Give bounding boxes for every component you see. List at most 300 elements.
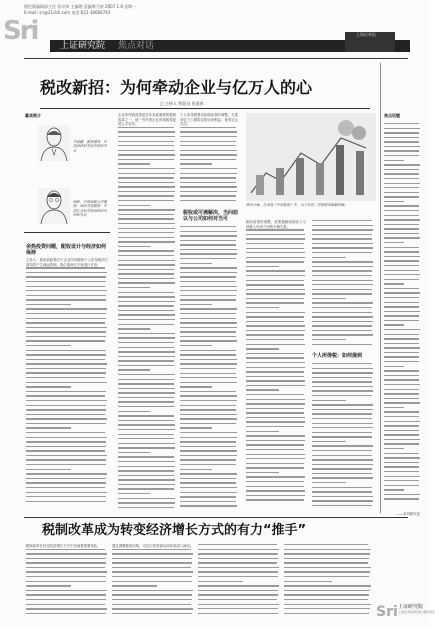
text-line [180, 414, 237, 415]
text-line [246, 334, 304, 335]
text-line [118, 379, 174, 380]
text-line [118, 223, 175, 224]
text-line [312, 482, 346, 483]
text-line [284, 585, 371, 586]
text-line [384, 306, 419, 307]
text-line [118, 406, 175, 407]
text-line [312, 487, 372, 488]
body-text-lines [180, 226, 238, 513]
text-line [118, 282, 175, 283]
body-text: 企业所得税改革是近年来最重要的税制改革之一，统一内外资企业所得税将促进公平竞争。 [118, 113, 176, 127]
text-line [198, 594, 278, 595]
text-line [26, 549, 105, 550]
text-line [312, 270, 372, 271]
text-line [118, 264, 175, 265]
text-line [118, 484, 175, 485]
text-line [26, 608, 107, 609]
text-line [26, 386, 71, 387]
text-line [312, 500, 373, 501]
text-line [384, 210, 419, 211]
text-line [384, 205, 419, 206]
text-line [180, 141, 236, 142]
text-line [312, 316, 373, 317]
article-photo [246, 113, 376, 201]
text-line [312, 390, 373, 391]
text-line [26, 391, 106, 392]
text-line [312, 491, 372, 492]
text-line [26, 354, 106, 355]
body-text: 主持人：税收新政策对于企业所得税和个人所得税两方面均将产生深远影响，我们请两位专家进行讨论。 [26, 258, 108, 267]
text-line [180, 168, 237, 169]
text-line [26, 350, 106, 351]
text-line [180, 496, 236, 497]
text-line [180, 240, 236, 241]
text-line [118, 278, 175, 279]
text-line [312, 363, 372, 364]
text-line [246, 426, 304, 427]
text-line [26, 281, 106, 282]
text-line [384, 137, 419, 138]
text-line [180, 469, 212, 470]
text-line [384, 498, 419, 499]
text-line [112, 553, 193, 554]
text-line [312, 344, 372, 345]
text-line [284, 558, 369, 559]
text-line [312, 238, 372, 239]
text-line [384, 187, 419, 188]
text-line [312, 321, 373, 322]
text-line [384, 320, 419, 321]
text-line [180, 299, 236, 300]
text-line [312, 280, 373, 281]
text-line [112, 576, 192, 577]
text-line [198, 585, 279, 586]
text-line [246, 261, 304, 262]
text-line [118, 434, 174, 435]
text-line [26, 571, 107, 572]
text-line [118, 324, 174, 325]
text-line [312, 418, 372, 419]
text-line [384, 265, 419, 266]
text-line [26, 501, 106, 502]
text-line [312, 468, 372, 469]
text-line [246, 321, 304, 322]
article2-headline: 税制改革成为转变经济增长方式的有力“推手” [42, 523, 307, 538]
text-line [198, 567, 279, 568]
text-line [180, 368, 236, 369]
text-line [246, 431, 279, 432]
text-line [246, 440, 305, 441]
text-line [312, 450, 372, 451]
text-line [26, 313, 106, 314]
text-line [118, 319, 175, 320]
text-line [180, 492, 237, 493]
text-line [180, 409, 236, 410]
text-line [180, 286, 237, 287]
text-line [26, 382, 107, 383]
text-line [198, 604, 279, 605]
text-line [312, 477, 373, 478]
text-line [118, 186, 175, 187]
text-line [198, 544, 277, 545]
text-line [312, 423, 373, 424]
text-line [198, 576, 278, 577]
text-line [118, 301, 175, 302]
text-line [284, 571, 370, 572]
text-line [384, 270, 419, 271]
text-line [384, 393, 419, 394]
text-line [118, 351, 175, 352]
text-line [246, 380, 305, 381]
body-text-lines [312, 220, 374, 350]
text-line [284, 581, 332, 582]
text-line [118, 310, 174, 311]
text-line [26, 446, 106, 447]
text-line [180, 131, 237, 132]
text-line [312, 252, 372, 253]
text-line [312, 293, 372, 294]
text-line [312, 381, 372, 382]
text-line [180, 377, 237, 378]
text-line [284, 604, 371, 605]
text-line [118, 228, 175, 229]
text-line [26, 567, 105, 568]
text-line [246, 280, 304, 281]
sri-logo: Sri [3, 16, 38, 46]
sidebar-signature: ——本刊研究室 [396, 512, 420, 516]
text-line [118, 209, 175, 210]
text-line [246, 367, 305, 368]
text-line [26, 450, 105, 451]
text-line [312, 302, 373, 303]
text-line [26, 478, 106, 479]
text-line [180, 382, 237, 383]
text-line [112, 585, 157, 586]
section-subtitle: 焦点对话 [118, 41, 155, 51]
text-line [246, 284, 304, 285]
text-line [198, 613, 278, 614]
body-text-lines [180, 127, 238, 207]
body-text-lines [112, 549, 194, 619]
text-line [112, 613, 192, 614]
text-line [118, 287, 150, 288]
text-line [26, 304, 71, 305]
text-line [312, 339, 346, 340]
text-line [312, 289, 372, 290]
header-paper-name: 上海证券报 [356, 32, 376, 37]
text-line [180, 200, 236, 201]
text-line [118, 232, 174, 233]
text-line [118, 333, 175, 334]
text-line [118, 255, 174, 256]
text-line [384, 237, 420, 238]
text-line [384, 375, 419, 376]
text-line [26, 368, 106, 369]
text-line [118, 461, 175, 462]
page-header [0, 0, 429, 52]
text-line [384, 334, 419, 335]
text-line [118, 488, 174, 489]
text-line [180, 195, 236, 196]
text-line [384, 279, 419, 280]
text-line [384, 123, 419, 124]
text-line [180, 336, 236, 337]
text-line [112, 581, 192, 582]
text-line [384, 398, 419, 399]
text-line [246, 495, 305, 496]
text-line [180, 432, 237, 433]
text-line [26, 441, 106, 442]
text-line [180, 345, 212, 346]
text-line [180, 163, 212, 164]
text-line [384, 215, 419, 216]
text-line [384, 370, 419, 371]
portrait-icon [38, 188, 70, 224]
text-line [384, 196, 419, 197]
text-line [198, 571, 278, 572]
text-line [384, 283, 404, 284]
text-line [384, 247, 419, 248]
text-line [26, 340, 105, 341]
center-column-1 [118, 113, 176, 513]
header-contact-line: E-mail: sri@21cbh.com 电话:021-38660783 [24, 10, 111, 15]
text-line [180, 405, 236, 406]
text-line [312, 404, 373, 405]
text-line [26, 372, 106, 373]
text-line [118, 342, 174, 343]
text-line [180, 318, 236, 319]
text-line [118, 493, 150, 494]
text-line [26, 318, 106, 319]
text-line [246, 293, 305, 294]
text-line [118, 296, 175, 297]
text-line [26, 464, 106, 465]
text-line [26, 492, 107, 493]
text-line [180, 249, 237, 250]
text-line [180, 386, 212, 387]
text-line [26, 613, 106, 614]
text-line [180, 235, 237, 236]
text-line [246, 376, 304, 377]
text-line [284, 553, 370, 554]
text-line [384, 150, 419, 151]
text-line [312, 436, 372, 437]
text-line [26, 459, 106, 460]
text-line [246, 486, 304, 487]
text-line [246, 234, 305, 235]
text-line [180, 501, 236, 502]
text-line [118, 145, 174, 146]
text-line [384, 288, 419, 289]
body-text: 税制改革在转变经济增长方式中扮演着重要角色。 [26, 544, 101, 548]
text-line [384, 132, 419, 133]
text-line [198, 608, 278, 609]
text-line [118, 401, 174, 402]
text-line [118, 127, 174, 128]
text-line [118, 411, 150, 412]
article-headline: 税改新招：为何牵动企业与亿万人的心 [40, 78, 313, 97]
text-line [118, 241, 175, 242]
text-line [384, 324, 404, 325]
sidebar-heading: 焦点话题 [384, 113, 400, 118]
text-line [384, 224, 419, 225]
text-line [312, 234, 372, 235]
text-line [312, 386, 373, 387]
text-line [384, 443, 419, 444]
text-line [312, 413, 372, 414]
text-line [118, 388, 175, 389]
right-column-1 [246, 220, 306, 513]
text-line [384, 416, 419, 417]
text-line [384, 453, 419, 454]
text-line [180, 276, 236, 277]
body-text: 个人所得税费用扣除标准的调整，关系到亿万工薪阶层的切身利益，备受社会关注。 [180, 113, 238, 127]
text-line [284, 608, 370, 609]
text-line [312, 284, 373, 285]
text-line [284, 599, 368, 600]
text-line [246, 385, 305, 386]
article2-column-3 [198, 544, 280, 622]
text-line [118, 191, 175, 192]
text-line [312, 334, 373, 335]
text-line [180, 226, 236, 227]
text-line [384, 494, 420, 495]
text-line [26, 455, 107, 456]
text-line [180, 482, 236, 483]
text-line [118, 200, 174, 201]
text-line [118, 205, 150, 206]
text-line [384, 315, 419, 316]
text-line [246, 408, 304, 409]
text-line [26, 405, 106, 406]
text-line [118, 447, 175, 448]
text-line [118, 347, 174, 348]
text-line [284, 549, 371, 550]
text-line [246, 458, 305, 459]
text-line [180, 154, 237, 155]
text-line [384, 347, 420, 348]
text-line [118, 260, 175, 261]
text-line [180, 418, 237, 419]
text-line [180, 173, 237, 174]
text-line [312, 243, 373, 244]
text-line [384, 160, 404, 161]
text-line [180, 473, 237, 474]
text-line [26, 590, 107, 591]
text-line [384, 407, 404, 408]
text-line [112, 608, 193, 609]
text-line [246, 412, 304, 413]
text-line [246, 344, 305, 345]
text-line [180, 423, 236, 424]
text-line [246, 371, 304, 372]
text-line [26, 487, 105, 488]
text-line [118, 218, 174, 219]
text-line [26, 286, 105, 287]
text-line [180, 322, 237, 323]
text-line [312, 409, 373, 410]
text-line [384, 389, 419, 390]
text-line [246, 275, 305, 276]
text-line [112, 558, 192, 559]
text-line [246, 298, 304, 299]
text-line [384, 128, 420, 129]
text-line [118, 438, 174, 439]
text-line [180, 182, 236, 183]
text-line [26, 395, 105, 396]
text-line [118, 424, 175, 425]
text-line [246, 421, 305, 422]
text-line [198, 558, 278, 559]
guest-caption-2: 顾新，中国财税大学教授，财政学院教授，中国社会科学院财政研究所研究员 [73, 200, 107, 218]
text-line [384, 343, 419, 344]
text-line [180, 304, 212, 305]
text-line [26, 414, 105, 415]
article-byline: □ 主持人 特派员 张嘉春 [160, 101, 204, 106]
text-line [246, 243, 304, 244]
text-line [384, 421, 420, 422]
text-line [118, 168, 175, 169]
text-line [180, 281, 236, 282]
text-line [246, 325, 305, 326]
text-line [26, 427, 71, 428]
text-line [246, 444, 304, 445]
text-line [246, 357, 304, 358]
text-line [180, 331, 236, 332]
text-line [26, 437, 107, 438]
text-line [312, 220, 372, 221]
text-line [118, 246, 150, 247]
text-line [118, 177, 174, 178]
body-text: 税收政策的调整，需要兼顾财政收入与纳税人负担之间的平衡关系。 [246, 220, 306, 229]
text-line [118, 392, 175, 393]
text-line [384, 274, 420, 275]
text-line [118, 452, 150, 453]
text-line [246, 394, 304, 395]
text-line [26, 553, 107, 554]
text-line [180, 253, 237, 254]
text-line [180, 308, 237, 309]
text-line [384, 476, 420, 477]
text-line [118, 173, 175, 174]
text-line [180, 327, 237, 328]
text-line [180, 354, 236, 355]
footer-name: 上证研究院 [398, 604, 424, 610]
text-line [118, 269, 174, 270]
text-line [384, 462, 419, 463]
text-line [198, 562, 277, 563]
text-line [118, 136, 175, 137]
text-line [112, 571, 193, 572]
text-line [26, 423, 106, 424]
text-line [384, 192, 419, 193]
guest-label: 嘉宾简介 [25, 113, 41, 118]
text-line [384, 311, 420, 312]
text-line [384, 164, 420, 165]
portrait-icon [38, 125, 70, 161]
text-line [180, 295, 236, 296]
article2-column-4 [284, 544, 372, 622]
text-line [26, 604, 105, 605]
text-line [246, 362, 305, 363]
text-line [384, 439, 420, 440]
text-line [26, 496, 106, 497]
text-line [118, 415, 174, 416]
text-line [26, 272, 107, 273]
text-line [26, 299, 106, 300]
text-line [246, 339, 304, 340]
text-line [26, 295, 106, 296]
